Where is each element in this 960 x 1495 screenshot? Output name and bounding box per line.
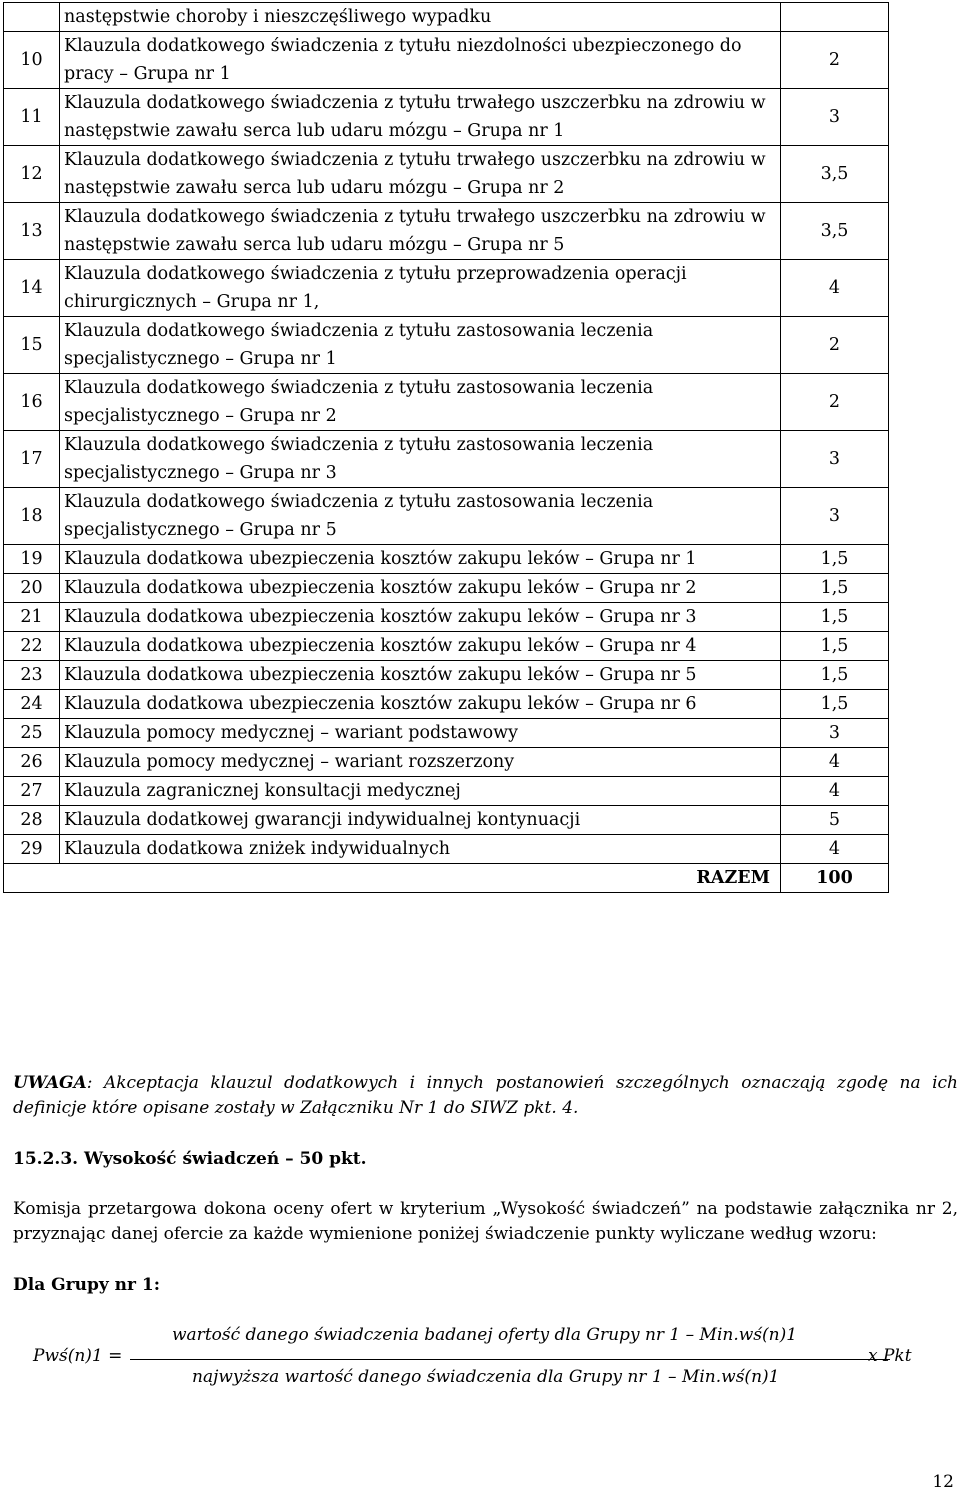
row-number: 15 — [4, 317, 60, 374]
clause-description: Klauzula dodatkowego świadczenia z tytułu zastosowania leczenia specjalistycznego – Grupa nr 5 — [60, 488, 781, 545]
clause-description: Klauzula dodatkowego świadczenia z tytułu zastosowania leczenia specjalistycznego – Grupa nr 2 — [60, 374, 781, 431]
clause-points: 4 — [781, 260, 889, 317]
total-label-cell — [4, 864, 781, 893]
table-row — [4, 835, 889, 864]
formula-rhs: x Pkt — [868, 1346, 912, 1366]
table-row — [4, 317, 889, 374]
row-number: 16 — [4, 374, 60, 431]
note-text: : Akceptacja klauzul dodatkowych i innych postanowień szczególnych oznaczają zgodę na ich definicje które opisane zostały w Załączniku Nr 1 do SIWZ pkt. 4. — [13, 1073, 958, 1118]
row-number: 11 — [4, 89, 60, 146]
table-row — [4, 89, 889, 146]
table-row — [4, 146, 889, 203]
clause-points: 3 — [781, 719, 889, 748]
table-row — [4, 690, 889, 719]
clause-points: 3,5 — [781, 146, 889, 203]
clause-points: 1,5 — [781, 632, 889, 661]
row-number: 27 — [4, 777, 60, 806]
table-row — [4, 431, 889, 488]
clause-description: Klauzula dodatkowa ubezpieczenia kosztów zakupu leków – Grupa nr 6 — [60, 690, 781, 719]
clause-description: Klauzula pomocy medycznej – wariant podstawowy — [60, 719, 781, 748]
clause-points: 1,5 — [781, 603, 889, 632]
scoring-formula — [30, 1320, 930, 1400]
row-number: 13 — [4, 203, 60, 260]
table-row — [4, 3, 889, 32]
table-row — [4, 748, 889, 777]
table-row — [4, 806, 889, 835]
table-row — [4, 661, 889, 690]
clause-description: Klauzula dodatkowa zniżek indywidualnych — [60, 835, 781, 864]
clause-points: 4 — [781, 835, 889, 864]
clause-points: 4 — [781, 777, 889, 806]
clause-description: Klauzula zagranicznej konsultacji medycznej — [60, 777, 781, 806]
clause-description: Klauzula dodatkowego świadczenia z tytułu zastosowania leczenia specjalistycznego – Grupa nr 1 — [60, 317, 781, 374]
clause-points: 3 — [781, 89, 889, 146]
clause-points: 3 — [781, 431, 889, 488]
total-label: RAZEM — [696, 868, 770, 888]
clause-description: Klauzula dodatkowa ubezpieczenia kosztów zakupu leków – Grupa nr 1 — [60, 545, 781, 574]
clause-points: 4 — [781, 748, 889, 777]
note-label: UWAGA — [13, 1073, 87, 1093]
formula-denominator: najwyższa wartość danego świadczenia dla Grupy nr 1 – Min.wś(n)1 — [192, 1367, 780, 1387]
clause-points: 1,5 — [781, 574, 889, 603]
table-row — [4, 260, 889, 317]
row-number — [4, 3, 60, 32]
group-label: Dla Grupy nr 1: — [13, 1275, 160, 1295]
clause-points: 2 — [781, 32, 889, 89]
formula-lhs: Pwś(n)1 = — [33, 1346, 123, 1366]
clause-points: 1,5 — [781, 661, 889, 690]
clause-description: Klauzula dodatkowego świadczenia z tytułu trwałego uszczerbku na zdrowiu w następstwie zawału serca lub udaru mózgu – Grupa nr 1 — [60, 89, 781, 146]
scoring-table-container — [3, 2, 889, 893]
row-number: 29 — [4, 835, 60, 864]
table-row — [4, 574, 889, 603]
row-number: 24 — [4, 690, 60, 719]
row-number: 19 — [4, 545, 60, 574]
clause-description: Klauzula dodatkowego świadczenia z tytułu trwałego uszczerbku na zdrowiu w następstwie zawału serca lub udaru mózgu – Grupa nr 2 — [60, 146, 781, 203]
row-number: 23 — [4, 661, 60, 690]
clauses-table-body — [4, 3, 889, 864]
table-row — [4, 32, 889, 89]
clause-points: 5 — [781, 806, 889, 835]
table-row — [4, 488, 889, 545]
table-row — [4, 719, 889, 748]
formula-numerator: wartość danego świadczenia badanej oferty dla Grupy nr 1 – Min.wś(n)1 — [172, 1325, 798, 1345]
clause-description: Klauzula dodatkowego świadczenia z tytułu przeprowadzenia operacji chirurgicznych – Grupa nr 1, — [60, 260, 781, 317]
table-row — [4, 203, 889, 260]
table-row — [4, 632, 889, 661]
row-number: 25 — [4, 719, 60, 748]
row-number: 18 — [4, 488, 60, 545]
row-number: 22 — [4, 632, 60, 661]
table-row — [4, 603, 889, 632]
total-row — [4, 864, 889, 893]
row-number: 28 — [4, 806, 60, 835]
section-heading: 15.2.3. Wysokość świadczeń – 50 pkt. — [13, 1149, 367, 1169]
row-number: 21 — [4, 603, 60, 632]
clause-description: Klauzula dodatkowa ubezpieczenia kosztów zakupu leków – Grupa nr 5 — [60, 661, 781, 690]
clause-points: 3 — [781, 488, 889, 545]
clause-description: Klauzula dodatkowa ubezpieczenia kosztów zakupu leków – Grupa nr 4 — [60, 632, 781, 661]
clauses-scoring-table — [3, 2, 889, 893]
clause-points: 2 — [781, 374, 889, 431]
fraction-bar — [130, 1359, 890, 1360]
page-number: 12 — [932, 1472, 954, 1492]
clause-description: następstwie choroby i nieszczęśliwego wypadku — [60, 3, 781, 32]
clause-points — [781, 3, 889, 32]
clause-description: Klauzula dodatkowego świadczenia z tytułu zastosowania leczenia specjalistycznego – Grupa nr 3 — [60, 431, 781, 488]
total-value: 100 — [781, 864, 889, 893]
row-number: 20 — [4, 574, 60, 603]
clause-description: Klauzula pomocy medycznej – wariant rozszerzony — [60, 748, 781, 777]
clause-description: Klauzula dodatkowego świadczenia z tytułu trwałego uszczerbku na zdrowiu w następstwie zawału serca lub udaru mózgu – Grupa nr 5 — [60, 203, 781, 260]
clause-points: 2 — [781, 317, 889, 374]
table-row — [4, 545, 889, 574]
clause-description: Klauzula dodatkowej gwarancji indywidualnej kontynuacji — [60, 806, 781, 835]
row-number: 26 — [4, 748, 60, 777]
row-number: 10 — [4, 32, 60, 89]
table-row — [4, 777, 889, 806]
row-number: 14 — [4, 260, 60, 317]
table-row — [4, 374, 889, 431]
clause-points: 1,5 — [781, 690, 889, 719]
note-paragraph — [13, 1071, 958, 1121]
clause-description: Klauzula dodatkowa ubezpieczenia kosztów zakupu leków – Grupa nr 3 — [60, 603, 781, 632]
row-number: 17 — [4, 431, 60, 488]
clause-description: Klauzula dodatkowego świadczenia z tytułu niezdolności ubezpieczonego do pracy – Grupa nr 1 — [60, 32, 781, 89]
clause-description: Klauzula dodatkowa ubezpieczenia kosztów zakupu leków – Grupa nr 2 — [60, 574, 781, 603]
criterion-paragraph: Komisja przetargowa dokona oceny ofert w kryterium „Wysokość świadczeń” na podstawie załącznika nr 2, przyznając danej ofercie za każde wymienione poniżej świadczenie punkty wyliczane według wzoru: — [13, 1199, 958, 1244]
clause-points: 3,5 — [781, 203, 889, 260]
clause-points: 1,5 — [781, 545, 889, 574]
row-number: 12 — [4, 146, 60, 203]
